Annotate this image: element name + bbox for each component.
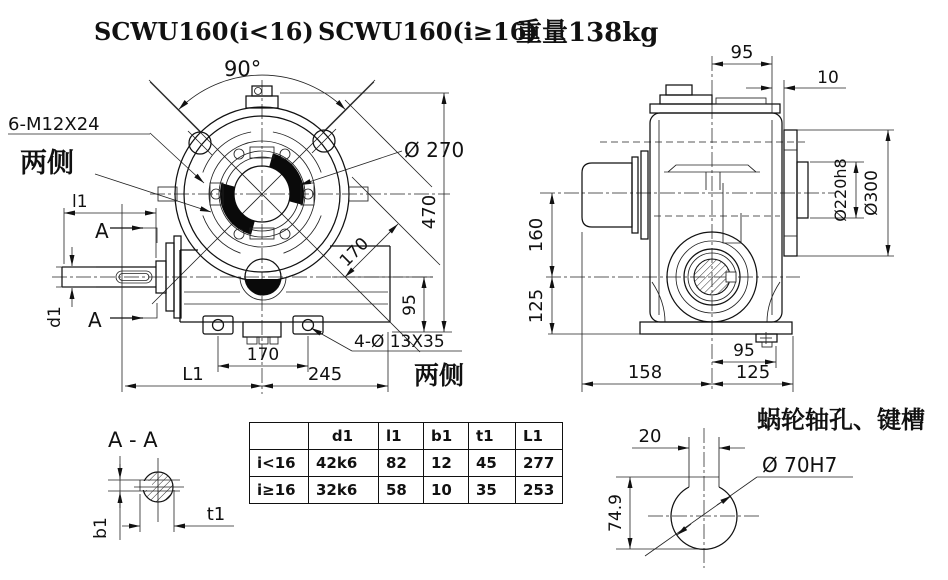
dim-90deg-label: 90° xyxy=(224,57,262,81)
cell-t1: 45 xyxy=(469,450,516,477)
cell-t1: 35 xyxy=(469,477,516,504)
cell-d1: 32k6 xyxy=(309,477,379,504)
row-label: i<16 xyxy=(250,450,309,477)
table-header-l1: l1 xyxy=(379,423,424,450)
dimension-table-grid xyxy=(249,422,563,504)
table-header-d1: d1 xyxy=(309,423,379,450)
model-title-small-ratio: SCWU160(i<16) xyxy=(94,17,314,46)
dim-95-front-label: 95 xyxy=(400,294,420,316)
dim-245-label: 245 xyxy=(307,364,343,385)
row-label: i≥16 xyxy=(250,477,309,504)
dim-dia300-label: Ø300 xyxy=(862,170,882,216)
dim-b1-label: b1 xyxy=(91,517,111,539)
cell-b1: 12 xyxy=(424,450,469,477)
dim-l1-label: l1 xyxy=(72,192,88,212)
keyway-detail-title: 蜗轮轴孔、键槽 xyxy=(757,406,925,434)
dim-470-label: 470 xyxy=(419,194,440,230)
dim-10-label: 10 xyxy=(817,68,839,88)
table-header-blank xyxy=(250,423,309,450)
dim-125-left-label: 125 xyxy=(526,288,547,324)
section-title: A - A xyxy=(108,428,158,452)
dim-dia70h7-label: Ø 70H7 xyxy=(762,453,838,477)
cell-d1: 42k6 xyxy=(309,450,379,477)
foot-hole-callout-label: 4-Ø 13X35 xyxy=(354,332,445,352)
cell-b1: 10 xyxy=(424,477,469,504)
dim-d1-label: d1 xyxy=(45,306,65,328)
dimension-table xyxy=(249,422,563,504)
dim-95-top-label: 95 xyxy=(730,42,754,63)
cell-L1: 253 xyxy=(516,477,563,504)
table-header-t1: t1 xyxy=(469,423,516,450)
table-row-large-ratio xyxy=(250,477,563,504)
dim-L1-label: L1 xyxy=(182,364,204,385)
dim-170-diagonal-label: 170 xyxy=(335,233,374,272)
dim-74-9-label: 74.9 xyxy=(606,494,626,532)
section-marker-a-top: A xyxy=(95,219,109,243)
dim-95-bottom-label: 95 xyxy=(733,341,755,361)
dim-20-label: 20 xyxy=(638,426,662,447)
cell-l1: 58 xyxy=(379,477,424,504)
section-marker-a-bottom: A xyxy=(88,308,102,332)
dim-dia220h8-label: Ø220h8 xyxy=(831,158,850,222)
table-header-L1: L1 xyxy=(516,423,563,450)
cell-L1: 277 xyxy=(516,450,563,477)
cell-l1: 82 xyxy=(379,450,424,477)
dim-t1-label: t1 xyxy=(206,504,226,525)
worm-wheel-keyway-detail xyxy=(606,406,925,568)
table-header-b1: b1 xyxy=(424,423,469,450)
weight-label: 重量138kg xyxy=(516,18,659,48)
dim-170-bottom-label: 170 xyxy=(246,345,280,365)
dim-dia270-label: Ø 270 xyxy=(404,138,465,162)
side-view xyxy=(526,42,894,392)
dim-158-label: 158 xyxy=(627,362,663,383)
front-view xyxy=(8,57,464,394)
table-row-small-ratio xyxy=(250,450,563,477)
dim-125-bottom-label: 125 xyxy=(735,362,771,383)
section-a-a-detail xyxy=(91,428,234,540)
dim-160-label: 160 xyxy=(526,217,547,253)
model-title-large-ratio: SCWU160(i≥16) xyxy=(318,17,538,46)
bolt-callout-note: 两侧 xyxy=(20,148,74,179)
table-header-row xyxy=(250,423,563,450)
bolt-callout-label: 6-M12X24 xyxy=(8,114,100,135)
titles xyxy=(94,17,658,48)
foot-hole-callout-note: 两侧 xyxy=(414,361,465,390)
